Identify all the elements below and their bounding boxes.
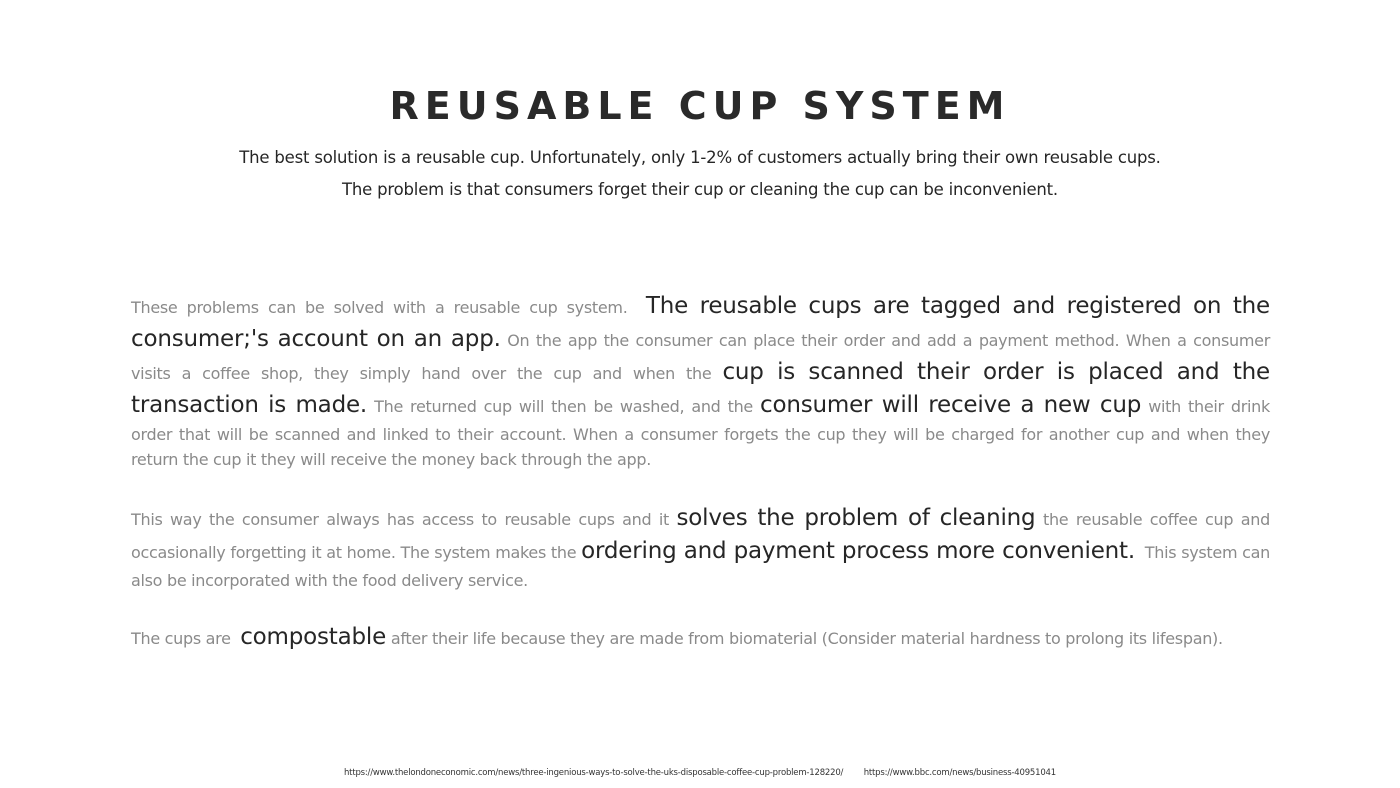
- paragraph-system: [131, 290, 1270, 472]
- text-span: The cups are: [131, 629, 231, 648]
- intro-line-1: The best solution is a reusable cup. Unfortunately, only 1-2% of customers actually bring their own reusable cups.: [239, 148, 1161, 167]
- reference-link[interactable]: https://www.thelondoneconomic.com/news/three-ingenious-ways-to-solve-the-uks-disposable-coffee-cup-problem-128220/: [344, 768, 844, 778]
- intro-line-2: The problem is that consumers forget their cup or cleaning the cup can be inconvenient.: [342, 180, 1058, 199]
- references: [0, 768, 1400, 778]
- highlight-span: cup is scanned their order is placed and the transaction is made.: [131, 359, 1270, 418]
- paragraph-compostable: [131, 621, 1270, 654]
- text-span: This way the consumer always has access to reusable cups and it: [131, 510, 669, 529]
- text-span: These problems can be solved with a reusable cup system.: [131, 298, 628, 317]
- highlight-span: consumer will receive a new cup: [760, 392, 1142, 418]
- highlight-span: ordering and payment process more convenient.: [581, 538, 1135, 564]
- body-text: [131, 290, 1270, 654]
- text-span: with their drink order that will be scanned and linked to their account. When a consumer forgets the cup they will be charged for another cup and when they return the cup it they will receive the money back through the app.: [131, 397, 1270, 469]
- text-span: The returned cup will then be washed, and the: [374, 397, 753, 416]
- highlight-span: The reusable cups are tagged and registered on the consumer;'s account on an app.: [131, 293, 1270, 352]
- text-span: after their life because they are made from biomaterial (Consider material hardness to prolong its lifespan).: [390, 629, 1223, 648]
- paragraph-benefits: [131, 502, 1270, 593]
- reference-link[interactable]: https://www.bbc.com/news/business-40951041: [863, 768, 1056, 778]
- text-span: On the app the consumer can place their order and add a payment method. When a consumer visits a coffee shop, they simply hand over the cup and when the: [131, 331, 1270, 383]
- highlight-span: compostable: [240, 624, 387, 650]
- page-title: REUSABLE CUP SYSTEM: [389, 84, 1011, 128]
- text-span: the reusable coffee cup and occasionally forgetting it at home. The system makes the: [131, 510, 1270, 562]
- text-span: This system can also be incorporated with the food delivery service.: [131, 543, 1270, 590]
- intro-block: [0, 142, 1400, 206]
- highlight-span: solves the problem of cleaning: [676, 505, 1036, 531]
